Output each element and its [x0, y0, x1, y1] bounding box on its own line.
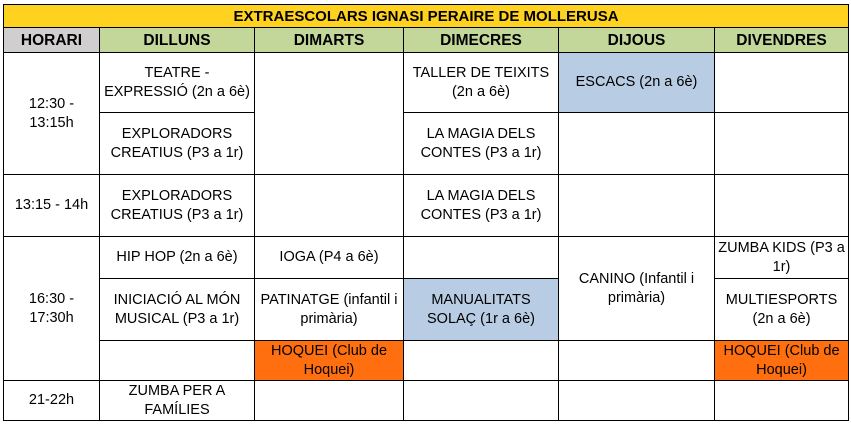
activity-taller-teixits: TALLER DE TEIXITS (2n a 6è) — [404, 53, 559, 113]
empty-cell — [404, 341, 559, 381]
activity-hoquei: HOQUEI (Club de Hoquei) — [255, 341, 404, 381]
header-divendres: DIVENDRES — [715, 28, 849, 53]
activity-iniciacio-musical: INICIACIÓ AL MÓN MUSICAL (P3 a 1r) — [100, 279, 255, 341]
empty-cell — [255, 175, 404, 237]
empty-cell — [255, 381, 404, 421]
activity-manualitats: MANUALITATS SOLAÇ (1r a 6è) — [404, 279, 559, 341]
empty-cell — [559, 381, 715, 421]
activity-exploradors-creatius: EXPLORADORS CREATIUS (P3 a 1r) — [100, 113, 255, 175]
activity-magia-contes: LA MAGIA DELS CONTES (P3 a 1r) — [404, 175, 559, 237]
activity-exploradors-creatius: EXPLORADORS CREATIUS (P3 a 1r) — [100, 175, 255, 237]
time-slot-2: 13:15 - 14h — [4, 175, 100, 237]
activity-hoquei: HOQUEI (Club de Hoquei) — [715, 341, 849, 381]
empty-cell — [715, 53, 849, 113]
header-dijous: DIJOUS — [559, 28, 715, 53]
activity-magia-contes: LA MAGIA DELS CONTES (P3 a 1r) — [404, 113, 559, 175]
empty-cell — [404, 381, 559, 421]
empty-cell — [100, 341, 255, 381]
schedule-title: EXTRAESCOLARS IGNASI PERAIRE DE MOLLERUSA — [4, 5, 849, 28]
header-dimarts: DIMARTS — [255, 28, 404, 53]
empty-cell — [715, 113, 849, 175]
activity-zumba-families: ZUMBA PER A FAMÍLIES — [100, 381, 255, 421]
activity-zumba-kids: ZUMBA KIDS (P3 a 1r) — [715, 237, 849, 279]
empty-cell — [559, 113, 715, 175]
empty-cell — [404, 237, 559, 279]
empty-cell — [559, 341, 715, 381]
time-slot-4: 21-22h — [4, 381, 100, 421]
activity-hip-hop: HIP HOP (2n a 6è) — [100, 237, 255, 279]
empty-cell — [255, 53, 404, 175]
empty-cell — [715, 175, 849, 237]
header-horari: HORARI — [4, 28, 100, 53]
activity-ioga: IOGA (P4 a 6è) — [255, 237, 404, 279]
schedule-table — [3, 4, 849, 421]
activity-multiesports: MULTIESPORTS (2n a 6è) — [715, 279, 849, 341]
header-dilluns: DILLUNS — [100, 28, 255, 53]
time-slot-1: 12:30 - 13:15h — [4, 53, 100, 175]
empty-cell — [559, 175, 715, 237]
activity-teatre: TEATRE - EXPRESSIÓ (2n a 6è) — [100, 53, 255, 113]
header-dimecres: DIMECRES — [404, 28, 559, 53]
empty-cell — [715, 381, 849, 421]
activity-canino: CANINO (Infantil i primària) — [559, 237, 715, 341]
time-slot-3: 16:30 - 17:30h — [4, 237, 100, 381]
activity-escacs: ESCACS (2n a 6è) — [559, 53, 715, 113]
activity-patinatge: PATINATGE (infantil i primària) — [255, 279, 404, 341]
